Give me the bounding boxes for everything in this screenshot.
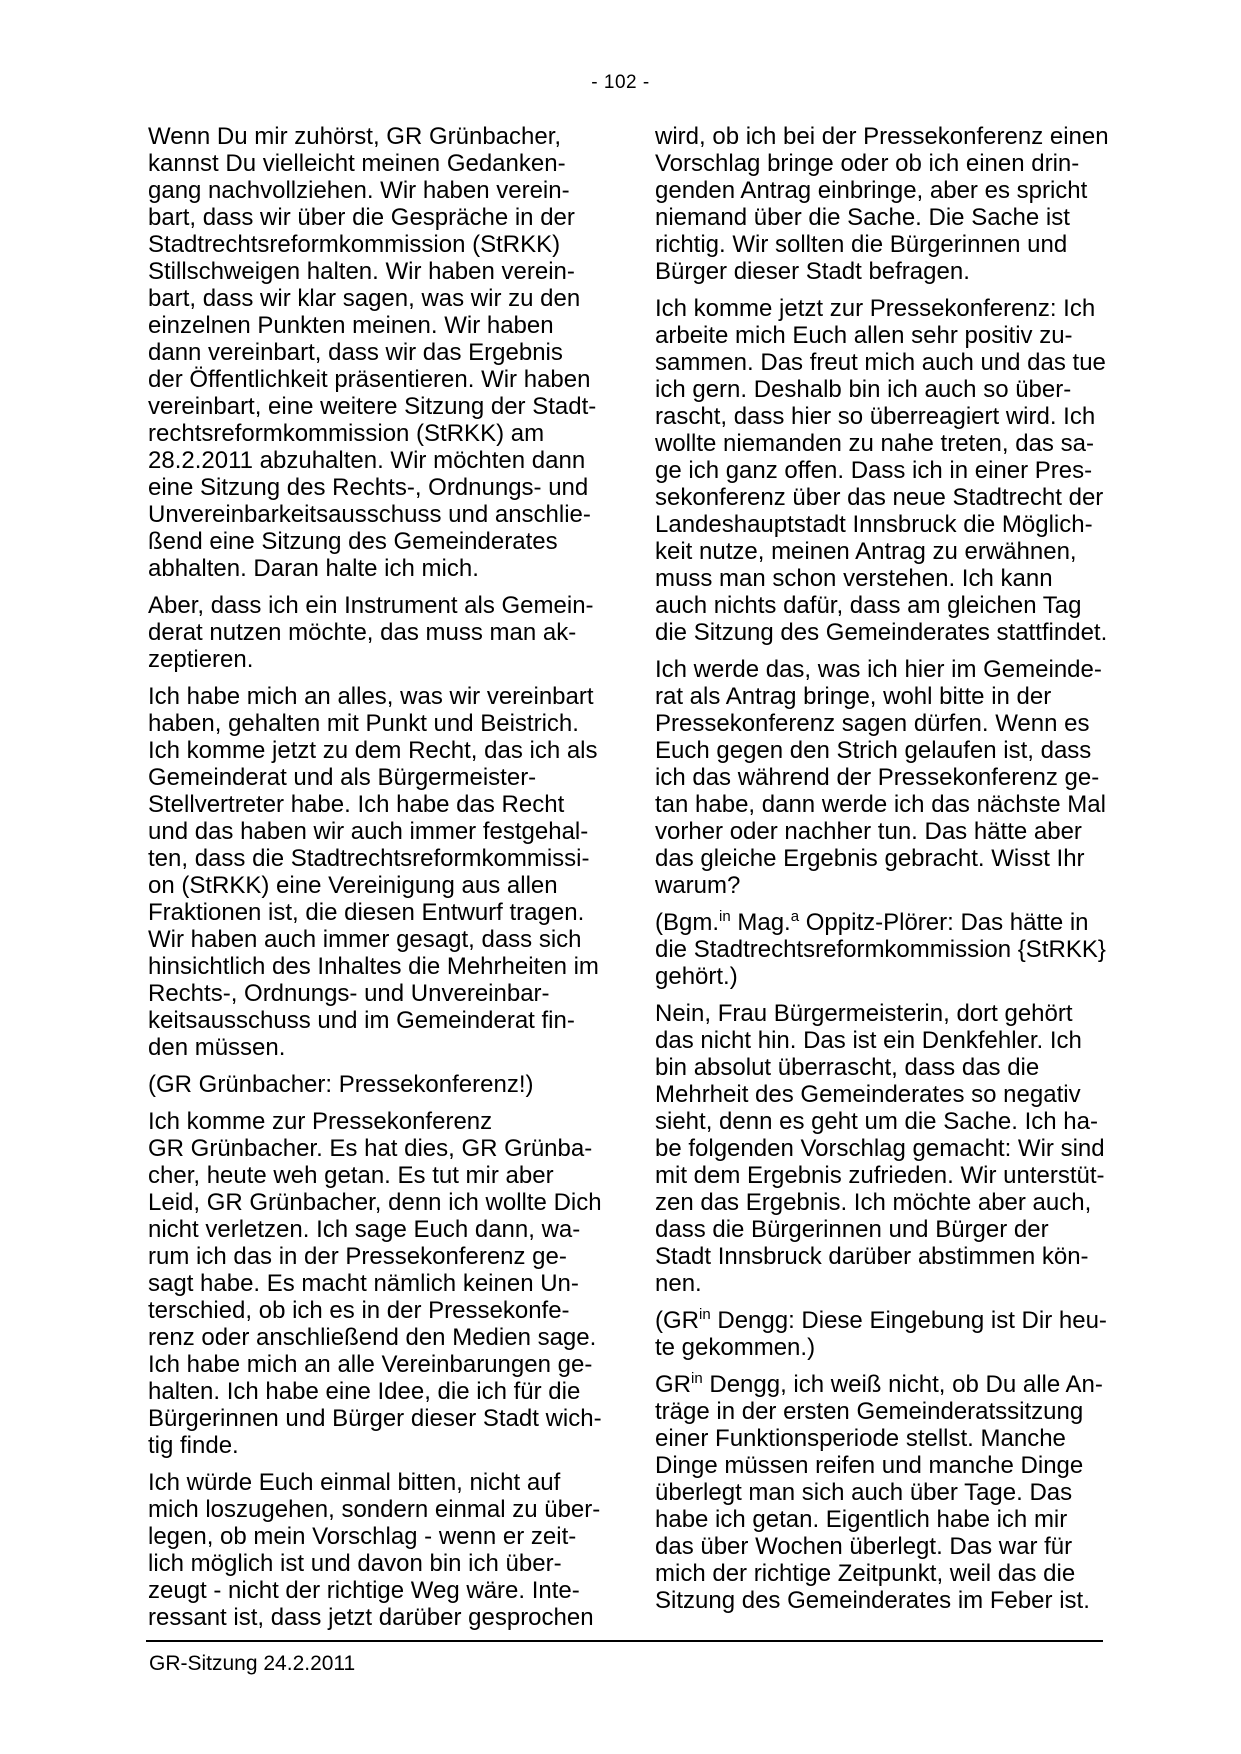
paragraph: Ich komme jetzt zur Pressekonferenz: Ich arbeite mich Euch allen sehr positiv zu- sammen. Das freut mich auch und das tue ich gern. Deshalb bin ich auch so über- rascht, dass hier so überreagiert wird. Ich wollte niemanden zu nahe treten, das sa- ge ich ganz offen. Dass ich in einer Pres- sekonferenz über das neue Stadtrecht der Landeshauptstadt Innsbruck die Möglich- keit nutze, meinen Antrag zu erwähnen, muss man schon verstehen. Ich kann auch nichts dafür, dass am gleichen Tag die Sitzung des Gemeinderates stattfindet. xyxy=(655,295,1108,646)
paragraph: (GR Grünbacher: Pressekonferenz!) xyxy=(148,1071,534,1098)
text-body xyxy=(148,123,1109,1641)
paragraph: Nein, Frau Bürgermeisterin, dort gehört das nicht hin. Das ist ein Denkfehler. Ich bin absolut überrascht, dass das die Mehrheit des Gemeinderates so negativ sieht, denn es geht um die Sache. Ich ha- be folgenden Vorschlag gemacht: Wir sind mit dem Ergebnis zufrieden. Wir unterstüt- zen das Ergebnis. Ich möchte aber auch, dass die Bürgerinnen und Bürger der Stadt Innsbruck darüber abstimmen kön- nen. xyxy=(655,1000,1105,1297)
paragraph: Wenn Du mir zuhörst, GR Grünbacher, kannst Du vielleicht meinen Gedanken- gang nachvollziehen. Wir haben verein- bart, dass wir über die Gespräche in der Stadtrechtsreformkommission (StRKK) Stillschweigen halten. Wir haben verein- bart, dass wir klar sagen, was wir zu den einzelnen Punkten meinen. Wir haben dann vereinbart, dass wir das Ergebnis der Öffentlichkeit präsentieren. Wir haben vereinbart, eine weitere Sitzung der Stadt- rechtsreformkommission (StRKK) am 28.2.2011 abzuhalten. Wir möchten dann eine Sitzung des Rechts-, Ordnungs- und Unvereinbarkeitsausschuss und anschlie- ßend eine Sitzung des Gemeinderates abhalten. Daran halte ich mich. xyxy=(148,123,597,582)
paragraph: $GR^{in}$ Dengg, ich weiß nicht, ob Du alle An- träge in der ersten Gemeinderatssitzung einer Funktionsperiode stellst. Manche Dinge müssen reifen und manche Dinge überlegt man sich auch über Tage. Das habe ich getan. Eigentlich habe ich mir das über Wochen überlegt. Das war für mich der richtige Zeitpunkt, weil das die Sitzung des Gemeinderates im Feber ist. xyxy=(655,1370,1103,1614)
left-column xyxy=(148,123,602,1641)
footer-session-label: GR-Sitzung 24.2.2011 xyxy=(149,1652,356,1675)
paragraph: (Bgm.$^{in}$ Mag.$^a$ Oppitz-Plörer: Das hätte in die Stadtrechtsreformkommission {StRKK} gehört.) xyxy=(655,908,1106,990)
paragraph: Ich habe mich an alles, was wir vereinbart haben, gehalten mit Punkt und Beistrich. Ich komme jetzt zu dem Recht, das ich als Gemeinderat und als Bürgermeister- Stellvertreter habe. Ich habe das Recht und das haben wir auch immer festgehal- ten, dass die Stadtrechtsreformkommissi- on (StRKK) eine Vereinigung aus allen Fraktionen ist, die diesen Entwurf tragen. Wir haben auch immer gesagt, dass sich hinsichtlich des Inhaltes die Mehrheiten im Rechts-, Ordnungs- und Unvereinbar- keitsausschuss und im Gemeinderat fin- den müssen. xyxy=(148,683,599,1061)
right-column xyxy=(655,123,1109,1641)
paragraph: Aber, dass ich ein Instrument als Gemein- derat nutzen möchte, das muss man ak- zeptieren. xyxy=(148,592,594,673)
footer-divider xyxy=(146,1640,1103,1642)
page-number: - 102 - xyxy=(591,72,650,93)
paragraph: Ich komme zur Pressekonferenz GR Grünbacher. Es hat dies, GR Grünba- cher, heute weh getan. Es tut mir aber Leid, GR Grünbacher, denn ich wollte Dich nicht verletzen. Ich sage Euch dann, wa- rum ich das in der Pressekonferenz ge- sagt habe. Es macht nämlich keinen Un- terschied, ob ich es in der Pressekonfe- renz oder anschließend den Medien sage. Ich habe mich an alle Vereinbarungen ge- halten. Ich habe eine Idee, die ich für die Bürgerinnen und Bürger dieser Stadt wich- tig finde. xyxy=(148,1108,602,1459)
paragraph: Ich würde Euch einmal bitten, nicht auf mich loszugehen, sondern einmal zu über- legen, ob mein Vorschlag - wenn er zeit- lich möglich ist und davon bin ich über- zeugt - nicht der richtige Weg wäre. Inte- ressant ist, dass jetzt darüber gesprochen xyxy=(148,1469,601,1631)
paragraph: wird, ob ich bei der Pressekonferenz einen Vorschlag bringe oder ob ich einen drin- genden Antrag einbringe, aber es spricht niemand über die Sache. Die Sache ist richtig. Wir sollten die Bürgerinnen und Bürger dieser Stadt befragen. xyxy=(655,123,1109,285)
paragraph: ($GR^{in}$ Dengg: Diese Eingebung ist Dir heu- te gekommen.) xyxy=(655,1306,1107,1361)
paragraph: Ich werde das, was ich hier im Gemeinde- rat als Antrag bringe, wohl bitte in der Pressekonferenz sagen dürfen. Wenn es Euch gegen den Strich gelaufen ist, dass ich das während der Pressekonferenz ge- tan habe, dann werde ich das nächste Mal vorher oder nachher tun. Das hätte aber das gleiche Ergebnis gebracht. Wisst Ihr warum? xyxy=(655,656,1106,899)
